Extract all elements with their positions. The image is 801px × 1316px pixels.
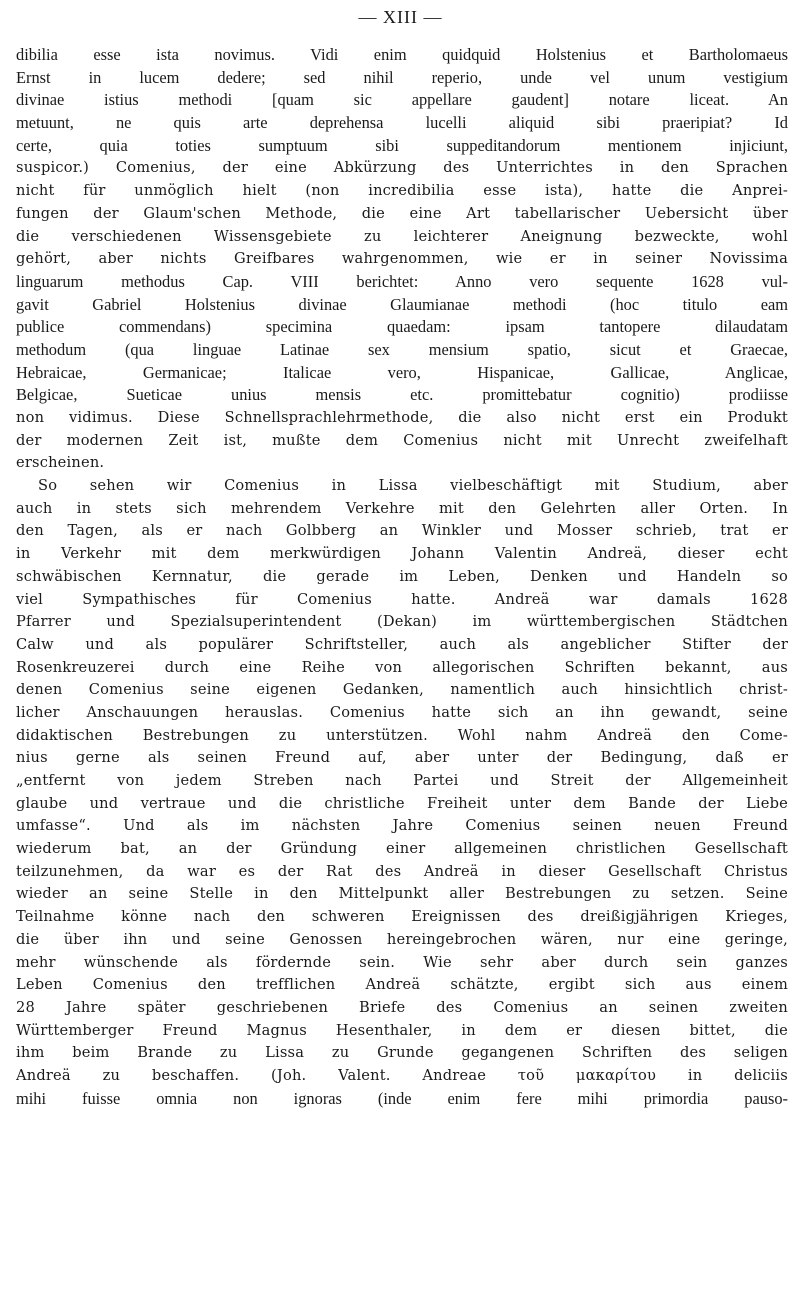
body-text [16, 44, 788, 1110]
text-line: der modernen Zeit ist, mußte dem Comenius nicht mit Unrecht zweifelhaft [16, 431, 788, 449]
text-line: licher Anschauungen herauslas. Comenius hatte sich an ihn gewandt, seine [16, 703, 788, 721]
text-line: teilzunehmen, da war es der Rat des Andreä in dieser Gesellschaft Christus [16, 862, 788, 880]
text-line: Hebraicae, Germanicae; Italicae vero, Hispanicae, Gallicae, Anglicae, [16, 362, 788, 382]
text-line: glaube und vertraue und die christliche Freiheit unter dem Bande der Liebe [16, 794, 788, 812]
text-line: So sehen wir Comenius in Lissa vielbeschäftigt mit Studium, aber [38, 477, 788, 495]
text-line: fungen der Glaum'schen Methode, die eine Art tabellarischer Uebersicht über [16, 204, 788, 222]
text-line: Württemberger Freund Magnus Hesenthaler, in dem er diesen bittet, die [16, 1021, 788, 1039]
text-line: denen Comenius seine eigenen Gedanken, namentlich auch hinsichtlich christ- [16, 681, 788, 699]
text-line: 28 Jahre später geschriebenen Briefe des Comenius an seinen zweiten [16, 998, 788, 1016]
text-line: schwäbischen Kernnatur, die gerade im Leben, Denken und Handeln so [16, 567, 788, 585]
text-line: in Verkehr mit dem merkwürdigen Johann Valentin Andreä, dieser echt [16, 545, 788, 563]
text-line: publice commendans) specimina quaedam: ipsam tantopere dilaudatam [16, 317, 788, 337]
text-line: Rosenkreuzerei durch eine Reihe von allegorischen Schriften bekannt, aus [16, 658, 788, 676]
text-line: wiederum bat, an der Gründung einer allgemeinen christlichen Gesellschaft [16, 840, 788, 858]
running-head: — XIII — [358, 7, 443, 27]
text-line: Belgicae, Sueticae unius mensis etc. promittebatur cognitio) prodiisse [16, 385, 788, 405]
text-line: nicht für unmöglich hielt (non incredibilia esse ista), hatte die Anprei- [16, 182, 788, 200]
text-line: „entfernt von jedem Streben nach Partei und Streit der Allgemeinheit [16, 772, 788, 789]
text-line: gavit Gabriel Holstenius divinae Glaumianae methodi (hoc titulo eam [16, 294, 788, 314]
text-line: suspicor.) Comenius, der eine Abkürzung des Unterrichtes in den Sprachen [16, 159, 788, 177]
text-line: Pfarrer und Spezialsuperintendent (Dekan) im württembergischen Städtchen [16, 613, 788, 631]
text-line: die verschiedenen Wissensgebiete zu leichterer Aneignung bezweckte, wohl [16, 227, 788, 245]
text-line: Andreä zu beschaffen. (Joh. Valent. Andreae τοῦ μακαρίτου in deliciis [16, 1066, 788, 1084]
text-line: umfasse“. Und als im nächsten Jahre Comenius seinen neuen Freund [16, 817, 788, 835]
text-line: wieder an seine Stelle in den Mittelpunkt aller Bestrebungen zu setzen. Seine [16, 885, 788, 903]
text-line: Ernst in lucem dedere; sed nihil reperio, unde vel unum vestigium [16, 67, 788, 87]
text-line: metuunt, ne quis arte deprehensa lucelli aliquid sibi praeripiat? Id [16, 113, 788, 133]
text-line: ihm beim Brande zu Lissa zu Grunde gegangenen Schriften des seligen [16, 1044, 788, 1062]
text-line: Leben Comenius den trefflichen Andreä schätzte, ergibt sich aus einem [16, 976, 788, 994]
text-line: didaktischen Bestrebungen zu unterstützen. Wohl nahm Andreä den Come- [16, 726, 788, 744]
text-line: den Tagen, als er nach Golbberg an Winkler und Mosser schrieb, trat er [16, 522, 788, 540]
text-line: auch in stets sich mehrendem Verkehre mit den Gelehrten aller Orten. In [16, 499, 788, 517]
text-line: die über ihn und seine Genossen hereingebrochen wären, nur eine geringe, [16, 930, 788, 948]
text-line: Teilnahme könne nach den schweren Ereignissen des dreißigjährigen Krieges, [16, 908, 788, 926]
text-line: Calw und als populärer Schriftsteller, auch als angeblicher Stifter der [16, 635, 788, 653]
text-line: methodum (qua linguae Latinae sex mensium spatio, sicut et Graecae, [16, 339, 788, 359]
text-line: viel Sympathisches für Comenius hatte. Andreä war damals 1628 [16, 590, 788, 608]
text-line: erscheinen. [16, 454, 105, 472]
text-line: dibilia esse ista novimus. Vidi enim quidquid Holstenius et Bartholomaeus [16, 45, 788, 64]
text-line: mehr wünschende als fördernde sein. Wie sehr aber durch sein ganzes [16, 953, 788, 971]
text-line: gehört, aber nichts Greifbares wahrgenommen, wie er in seiner Novissima [16, 250, 788, 268]
text-line: nius gerne als seinen Freund auf, aber unter der Bedingung, daß er [16, 749, 788, 767]
text-line: linguarum methodus Cap. VIII berichtet: Anno vero sequente 1628 vul- [16, 271, 788, 291]
text-line: certe, quia toties sumptuum sibi suppeditandorum mentionem injiciunt, [16, 135, 788, 155]
text-line: non vidimus. Diese Schnellsprachlehrmethode, die also nicht erst ein Produkt [16, 409, 788, 426]
text-line: mihi fuisse omnia non ignoras (inde enim fere mihi primordia pauso- [16, 1088, 788, 1108]
text-line: divinae istius methodi [quam sic appellare gaudent] notare liceat. An [16, 90, 788, 110]
